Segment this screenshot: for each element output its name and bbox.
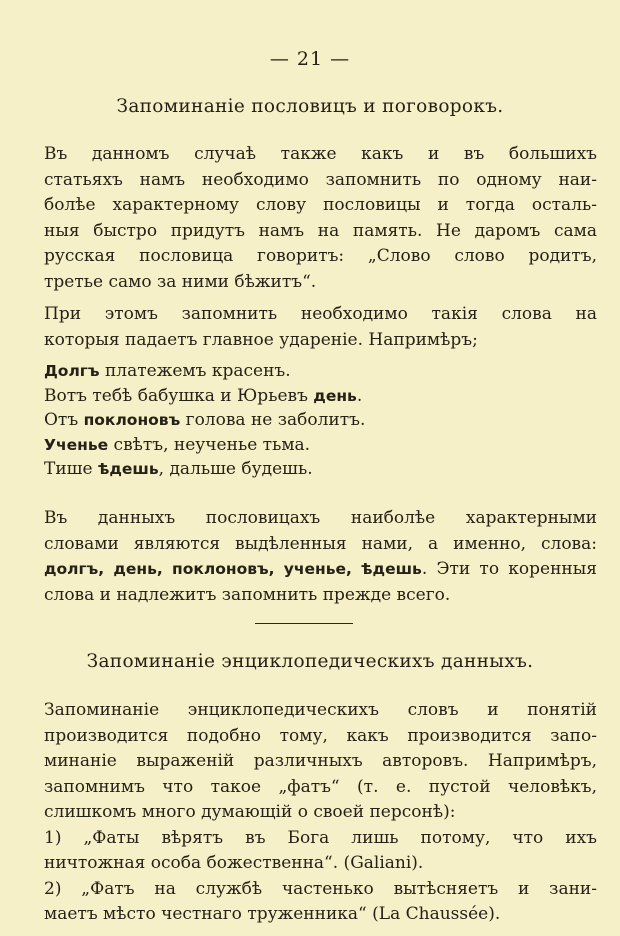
section-heading-proverbs: Запоминаніе пословицъ и поговорокъ. xyxy=(116,96,504,117)
proverb-keyword: Долгъ xyxy=(44,362,100,380)
section-divider xyxy=(255,623,353,624)
text-line: статьяхъ намъ необходимо запомнить по одному наи- xyxy=(44,169,597,190)
paragraph-proverbs-intro xyxy=(44,142,597,295)
proverb-line xyxy=(44,408,597,433)
text-line: 1) „Фаты вѣрятъ въ Бога лишь потому, что ихъ xyxy=(44,827,597,848)
proverb-line xyxy=(44,433,597,458)
text-line xyxy=(44,557,597,583)
proverb-keyword: день xyxy=(313,386,357,405)
text-line: запомнимъ что такое „фатъ“ (т. е. пустой человѣкъ, xyxy=(44,776,597,797)
text-line: ничтожная особа божественна“. (Galiani). xyxy=(44,853,424,873)
text-line: минаніе выраженій различныхъ авторовъ. Напримѣръ, xyxy=(44,751,597,771)
proverb-list xyxy=(44,359,597,482)
text-line: Запоминаніе энциклопедическихъ словъ и понятій xyxy=(44,700,597,720)
text-line: русская пословица говоритъ: „Слово слово родитъ, xyxy=(44,246,597,266)
paragraph-stress-words xyxy=(44,302,597,353)
text-line: болѣе характерному слову пословицы и тогда осталь- xyxy=(44,195,597,215)
text-line: которыя падаетъ главное удареніе. Напримѣръ; xyxy=(44,329,478,350)
proverb-text: платежемъ красенъ. xyxy=(99,361,291,381)
proverb-keyword: ѣдешь xyxy=(97,460,159,478)
proverb-text: Отъ xyxy=(44,410,84,430)
text-line: словами являются выдѣленныя нами, а именно, слова: xyxy=(44,533,597,554)
proverb-line xyxy=(44,457,597,482)
paragraph-keywords-summary xyxy=(44,506,597,608)
proverb-keyword: поклоновъ xyxy=(83,411,181,429)
proverb-text: , дальше будешь. xyxy=(158,459,313,479)
paragraph-encyclopedic xyxy=(44,698,597,928)
text-line: 2) „Фатъ на службѣ частенько вытѣсняетъ и зани- xyxy=(44,878,597,899)
text-line: Въ данномъ случаѣ также какъ и въ большихъ xyxy=(44,144,597,164)
section-heading-encyclopedic: Запоминаніе энциклопедическихъ данныхъ. xyxy=(86,651,534,672)
proverb-text: . xyxy=(356,385,363,406)
text-line: Въ данныхъ пословицахъ наиболѣе характерными xyxy=(44,508,597,528)
text-line: маетъ мѣсто честнаго труженника“ (La Chaussée). xyxy=(44,904,501,924)
text-line: ныя быстро придутъ намъ на память. Не даромъ сама xyxy=(44,220,597,241)
text-line: слишкомъ много думающій о своей персонѣ): xyxy=(44,802,456,822)
proverb-text: голова не заболитъ. xyxy=(180,410,366,430)
keyword-list: долгъ, день, поклоновъ, ученье, ѣдешь xyxy=(44,560,422,578)
page-number: — 21 — xyxy=(269,48,351,70)
text-line: третье само за ними бѣжитъ“. xyxy=(44,271,317,292)
text-fragment: . Эти то коренныя xyxy=(421,559,597,579)
proverb-keyword: Ученье xyxy=(44,435,109,454)
proverb-line xyxy=(44,359,597,384)
text-line: слова и надлежитъ запомнить прежде всего. xyxy=(44,584,451,605)
proverb-line xyxy=(44,384,597,409)
text-line: производится подобно тому, какъ производится запо- xyxy=(44,725,597,746)
text-line: При этомъ запомнить необходимо такія слова на xyxy=(44,304,597,324)
proverb-text: Тише xyxy=(44,459,98,479)
proverb-text: свѣтъ, неученье тьма. xyxy=(108,434,311,455)
proverb-text: Вотъ тебѣ бабушка и Юрьевъ xyxy=(44,385,314,406)
